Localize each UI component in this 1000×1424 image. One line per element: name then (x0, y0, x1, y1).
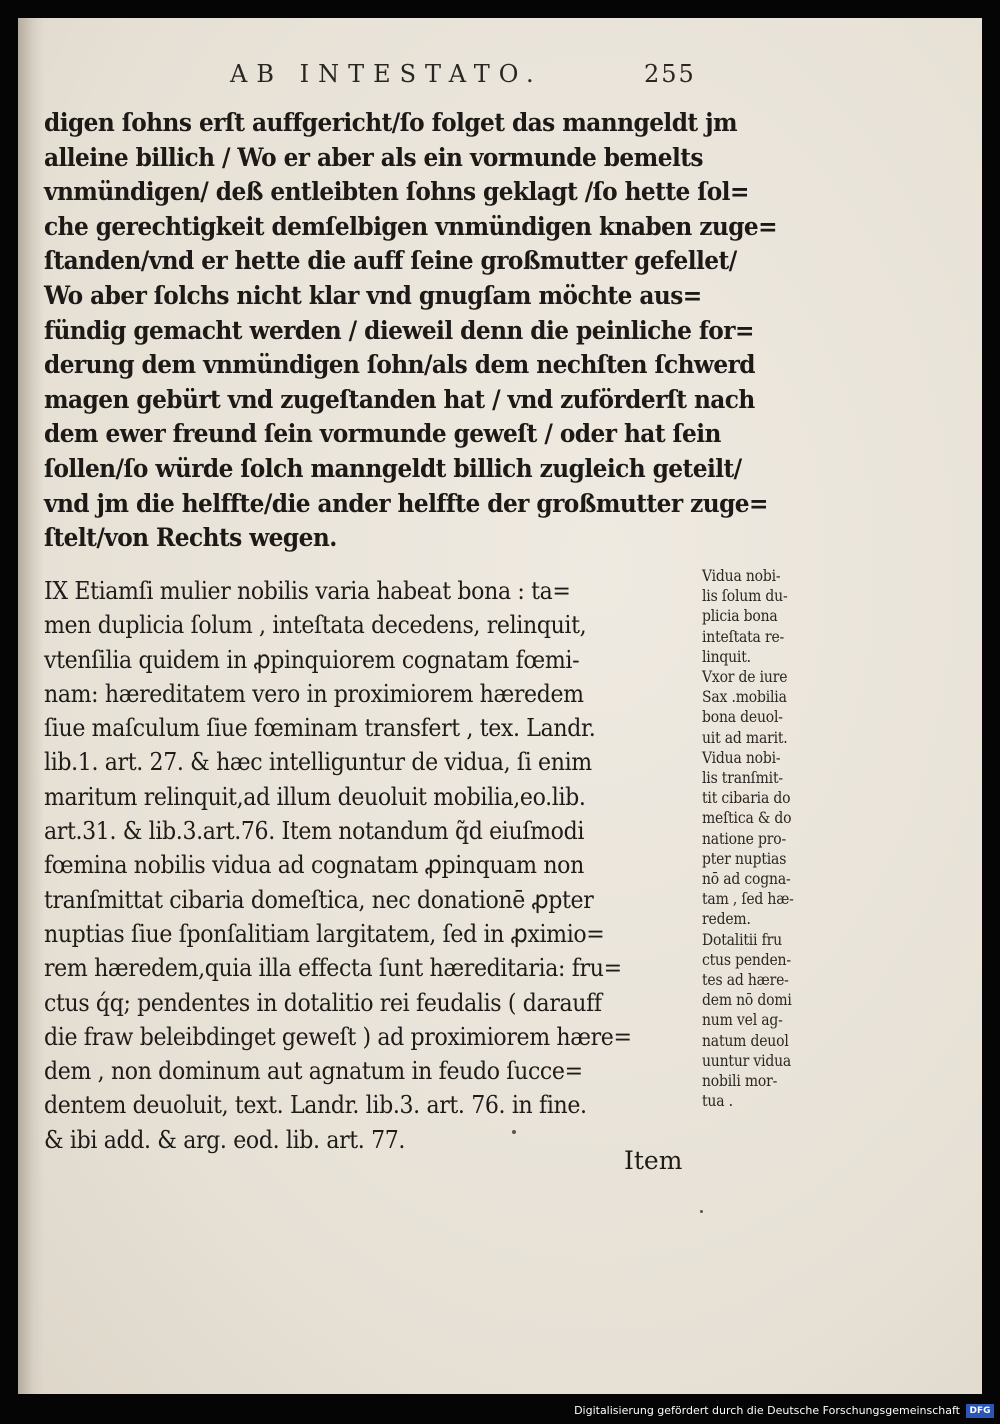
margin-note-line: nō ad cogna- (702, 870, 791, 889)
ink-speck (512, 1130, 516, 1134)
latin-line: lib.1. art. 27. & hæc intelliguntur de vidua, ſi enim (44, 747, 592, 777)
latin-line: fœmina nobilis vidua ad cognatam ꝓpinquam non (44, 850, 584, 880)
german-line: digen ſohns erſt auffgericht/ſo folget das manngeldt jm (44, 108, 738, 137)
book-page (18, 18, 982, 1394)
gutter-shadow (18, 18, 44, 1394)
german-line: fündig gemacht werden / dieweil denn die peinliche for= (44, 315, 754, 345)
latin-line: & ibi add. & arg. eod. lib. art. 77. (44, 1124, 406, 1154)
margin-note-line: meſtica & do (702, 809, 792, 828)
dfg-logo: DFG (966, 1404, 994, 1418)
margin-note-line: Sax .mobilia (702, 688, 787, 707)
margin-note-line: natum deuol (702, 1031, 789, 1050)
german-paragraph (44, 106, 778, 556)
german-line: alleine billich / Wo er aber als ein vormunde bemelts (44, 142, 703, 172)
latin-line: dentem deuoluit, text. Landr. lib.3. art. 76. in fine. (44, 1090, 587, 1120)
latin-line: ctus q́q; pendentes in dotalitio rei feudalis ( darauff (44, 987, 602, 1017)
ink-speck (700, 1210, 703, 1213)
german-line: ſtelt/von Rechts wegen. (44, 523, 337, 553)
latin-line: ſiue maſculum ſiue fœminam transfert , tex. Landr. (44, 713, 596, 743)
margin-note-line: bona deuol- (702, 708, 783, 727)
latin-line: rem hæredem,quia illa effecta ſunt hæreditaria: fru= (44, 953, 622, 983)
latin-paragraph (44, 574, 724, 1157)
margin-note-line: Vxor de iure (702, 668, 788, 687)
digitization-footer (0, 1400, 1000, 1424)
margin-note-line: linquit. (702, 647, 751, 666)
german-line: derung dem vnmündigen ſohn/als dem nechſten ſchwerd (44, 350, 756, 380)
margin-note-line: inteſtata re- (702, 627, 785, 646)
marginal-notes (702, 566, 852, 1111)
latin-line: maritum relinquit,ad illum deuoluit mobilia,eo.lib. (44, 781, 586, 811)
latin-line: IX Etiamſi mulier nobilis varia habeat bona : ta= (44, 576, 571, 605)
margin-note-line: num vel ag- (702, 1011, 783, 1030)
margin-note-line: lis ſolum du- (702, 587, 788, 606)
margin-note-line: Vidua nobi- (702, 567, 781, 585)
german-line: vnd jm die helffte/die ander helffte der großmutter zuge= (44, 488, 768, 518)
margin-note-line: Dotalitii fru (702, 930, 782, 949)
latin-line: men duplicia ſolum , inteſtata decedens, relinquit, (44, 610, 587, 640)
margin-note-line: tua . (702, 1092, 733, 1111)
german-line: dem ewer freund ſein vormunde geweſt / oder hat ſein (44, 419, 721, 449)
latin-line: dem , non dominum aut agnatum in feudo ſucce= (44, 1056, 583, 1086)
german-line: Wo aber ſolchs nicht klar vnd gnugſam möchte aus= (44, 280, 702, 310)
funding-credit: Digitalisierung gefördert durch die Deutsche Forschungsgemeinschaft (574, 1404, 960, 1417)
catchword: Item (624, 1146, 683, 1175)
german-line: ſollen/ſo würde ſolch manngeldt billich zugleich geteilt/ (44, 453, 742, 483)
german-line: vnmündigen/ deß entleibten ſohns geklagt /ſo hette ſol= (44, 177, 749, 207)
german-line: che gerechtigkeit demſelbigen vnmündigen knaben zuge= (44, 211, 778, 241)
margin-note-line: uuntur vidua (702, 1051, 792, 1070)
page-number: 255 (644, 60, 696, 88)
german-line: magen gebürt vnd zugeſtanden hat / vnd zuförderſt nach (44, 384, 755, 414)
latin-line: vtenſilia quidem in ꝓpinquiorem cognatam fœmi- (44, 644, 580, 674)
margin-note-line: tam , ſed hæ- (702, 890, 794, 909)
latin-line: die fraw beleibdinget geweſt ) ad proximiorem hære= (44, 1021, 632, 1051)
latin-line: nuptias ſiue ſponſalitiam largitatem, ſed in ꝓximio= (44, 918, 605, 948)
margin-note-line: ctus penden- (702, 950, 791, 969)
margin-note-line: Vidua nobi- (702, 748, 781, 767)
margin-note-line: tit cibaria do (702, 789, 791, 808)
latin-line: nam: hæreditatem vero in proximiorem hæredem (44, 678, 584, 708)
latin-line: art.31. & lib.3.art.76. Item notandum q̃d eiuſmodi (44, 816, 585, 846)
margin-note-line: tes ad hære- (702, 971, 789, 990)
margin-note-line: pter nuptias (702, 849, 787, 868)
margin-note-line: dem nō domi (702, 991, 792, 1010)
margin-note-line: uit ad marit. (702, 728, 788, 747)
german-line: ſtanden/vnd er hette die auff ſeine großmutter gefellet/ (44, 246, 737, 276)
margin-note-line: plicia bona (702, 607, 778, 626)
margin-note-line: redem. (702, 910, 751, 929)
latin-line: tranſmittat cibaria domeſtica, nec donationē ꝓpter (44, 884, 594, 914)
running-title: AB INTESTATO. (230, 60, 543, 88)
margin-note-line: natione pro- (702, 829, 786, 848)
margin-note-line: lis tranſmit- (702, 769, 783, 788)
margin-note-line: nobili mor- (702, 1072, 778, 1091)
running-head (230, 60, 950, 100)
